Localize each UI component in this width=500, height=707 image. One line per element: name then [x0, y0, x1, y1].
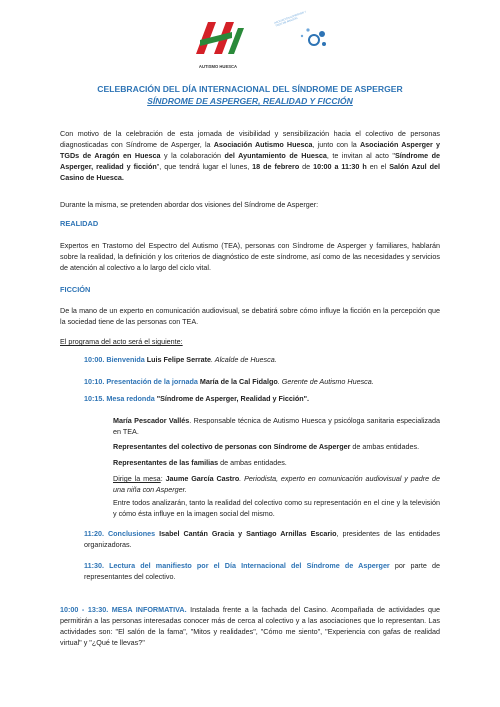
autismo-huesca-logo-text: AUTISMO HUESCA [198, 64, 238, 69]
intro-text-3: y la colaboración [160, 151, 225, 160]
document-subtitle: SÍNDROME DE ASPERGER, REALIDAD Y FICCIÓN [147, 96, 353, 106]
intro-text-6: de [299, 162, 314, 171]
realidad-paragraph: Expertos en Trastorno del Espectro del Autismo (TEA), personas con Síndrome de Asperger y familiares, hablarán sobre la realidad, la definición y los criterios de diagnóstico de este síndrome, así como de las necesidades y servicios de atención al colectivo a lo largo del ciclo vital. [60, 241, 440, 272]
program-item-presentacion-name: María de la Cal Fidalgo [199, 377, 278, 386]
document-title: CELEBRACIÓN DEL DÍA INTERNACIONAL DEL SÍNDROME DE ASPERGER [97, 84, 403, 94]
participant-moderator-name: Jaume García Castro [165, 474, 240, 483]
intro-bold-7: Salón Azul del Casino de Huesca. [60, 162, 440, 182]
asperger-association-logo-text: ASOCIACIÓN ASPERGER Y TGDS DE ARAGÓN [274, 10, 307, 28]
participant-moderator-colon: : [160, 474, 166, 483]
program-item-manifiesto-time: 11:30. Lectura del manifiesto por el Día Internacional del Síndrome de Asperger [84, 561, 390, 570]
participant-representantes-colectivo-text: de ambas entidades. [350, 442, 420, 451]
program-item-manifiesto [84, 560, 440, 582]
program-item-mesa-redonda-title: "Síndrome de Asperger, Realidad y Ficción". [156, 394, 310, 403]
participant-representantes-familias-bold: Representantes de las familias [113, 458, 219, 467]
participant-maria-pescador [113, 415, 440, 437]
ficcion-heading: FICCIÓN [60, 285, 91, 294]
mesa-informativa-paragraph [60, 604, 440, 648]
participant-representantes-familias-text: de ambas entidades. [218, 458, 287, 467]
intro-text-4: , te invitan al acto " [326, 151, 395, 160]
program-item-bienvenida-role: . Alcalde de Huesca. [211, 355, 277, 364]
intro-bold-2: Asociación Asperger y TGDs de Aragón en Huesca [60, 140, 440, 160]
program-item-bienvenida-name: Luis Felipe Serrate [146, 355, 212, 364]
intro-bold-5: 18 de febrero [252, 162, 300, 171]
intro-text-5: ", que tendrá lugar el lunes, [156, 162, 253, 171]
program-intro: El programa del acto será el siguiente: [60, 337, 183, 346]
participant-moderator-label: Dirige la mesa [113, 474, 161, 483]
ficcion-paragraph: De la mano de un experto en comunicación audiovisual, se debatirá sobre cómo influye la ficción en la percepción que la sociedad tiene de las personas con TEA. [60, 306, 440, 326]
intro-bold-1: Asociación Autismo Huesca [213, 140, 313, 149]
intro-bold-4: Síndrome de Asperger, realidad y ficción [60, 151, 440, 171]
program-item-conclusiones [84, 528, 440, 550]
intro-text-2: , junto con la [312, 140, 360, 149]
participant-representantes-colectivo [113, 441, 440, 452]
intro-bold-6: 10:00 a 11:30 h [313, 162, 367, 171]
intro-bold-3: del Ayuntamiento de Huesca [224, 151, 327, 160]
program-item-conclusiones-text: , presidentes de las entidades organizadoras. [84, 529, 441, 549]
mesa-informativa-label: 10:00 - 13:30. MESA INFORMATIVA. [60, 605, 187, 614]
participant-maria-pescador-text: . Responsable técnica de Autismo Huesca y psicóloga sanitaria especializada en TEA. [113, 416, 441, 436]
program-item-bienvenida [84, 354, 440, 365]
asperger-association-logo-mark [272, 20, 332, 64]
program-item-conclusiones-names: Isabel Cantán Gracia y Santiago Arnillas Escario [159, 529, 337, 538]
autismo-huesca-logo [188, 18, 248, 69]
program-item-presentacion-role: . Gerente de Autismo Huesca. [277, 377, 374, 386]
intro-text-7: en el [366, 162, 390, 171]
participant-representantes-familias [113, 457, 440, 468]
program-item-manifiesto-text: por parte de representantes del colectivo. [84, 561, 440, 581]
participant-moderator [113, 473, 440, 495]
realidad-heading: REALIDAD [60, 219, 99, 228]
mesa-informativa-text: Instalada frente a la fachada del Casino. Acompañada de actividades que permitirán a las personas interesadas conocer más de cerca al colectivo y a las asociaciones que lo representan. Las actividades son: "El salón de la fama", "Mitos y realidades", "Cómo me siento", "Experiencia con gafas de realidad virtual" y "¿Qué te llevas?" [60, 605, 440, 647]
mesa-redonda-summary: Entre todos analizarán, tanto la realidad del colectivo como su representación en el cine y la televisión y cómo ésta influye en la imagen social del mismo. [113, 498, 440, 518]
intro-text-1: Con motivo de la celebración de esta jornada de visibilidad y sensibilización hacia el colectivo de personas diagnosticadas con Síndrome de Asperger, la [60, 129, 440, 149]
during-paragraph: Durante la misma, se pretenden abordar dos visiones del Síndrome de Asperger: [60, 200, 319, 209]
participant-maria-pescador-name: María Pescador Vallés [113, 416, 190, 425]
autismo-huesca-logo-mark [188, 18, 248, 58]
program-item-mesa-redonda-time: 10:15. Mesa redonda [84, 394, 155, 403]
participant-representantes-colectivo-bold: Representantes del colectivo de personas con Síndrome de Asperger [113, 442, 351, 451]
program-item-presentacion [84, 376, 440, 387]
program-item-conclusiones-time: 11:20. Conclusiones [84, 529, 156, 538]
program-item-bienvenida-time: 10:00. Bienvenida [84, 355, 145, 364]
program-item-mesa-redonda [84, 393, 440, 404]
intro-paragraph [60, 128, 440, 183]
asperger-association-logo [272, 10, 332, 64]
participant-moderator-role: . Periodista, experto en comunicación audiovisual y padre de una niña con Asperger. [113, 474, 441, 494]
program-item-presentacion-time: 10:10. Presentación de la jornada [84, 377, 198, 386]
